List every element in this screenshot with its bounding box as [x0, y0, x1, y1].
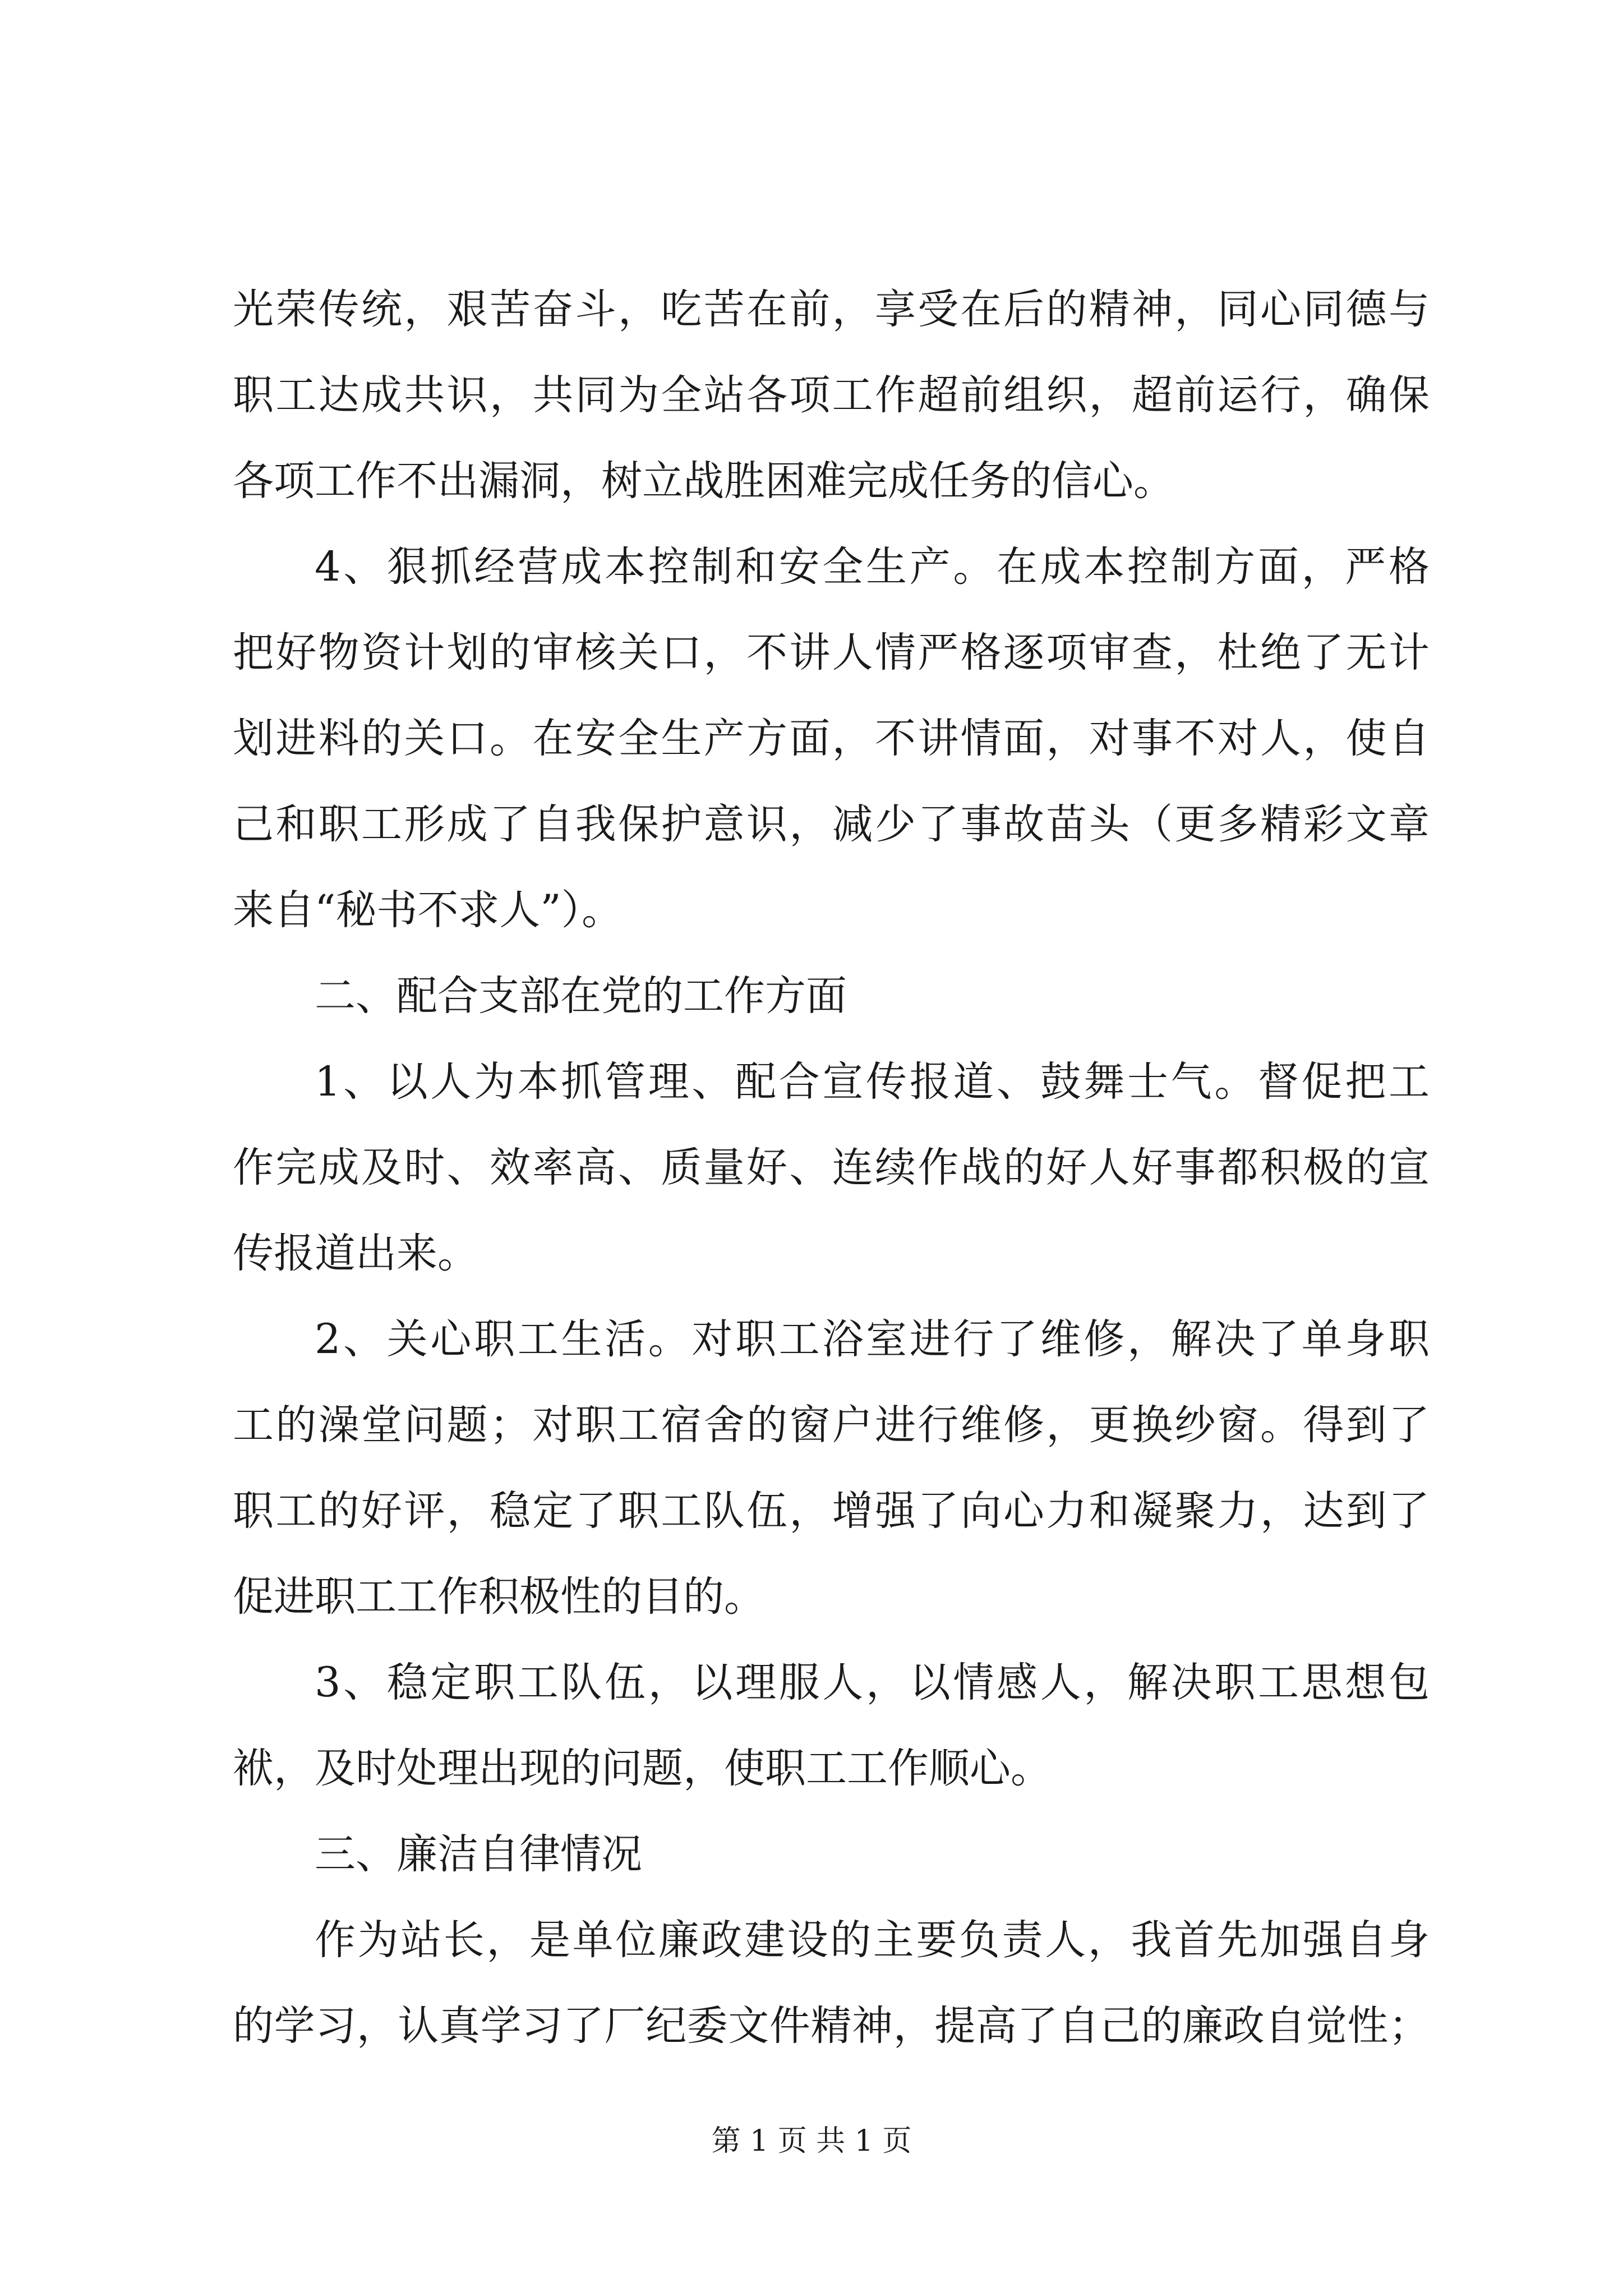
page-footer: 第 1 页 共 1 页: [711, 2124, 912, 2158]
paragraph-first-line: 2、关心职工生活。对职工浴室进行了维修，解决了单身职: [315, 1315, 1430, 1363]
text-line: 职工的好评，稳定了职工队伍，增强了向心力和凝聚力，达到了: [233, 1487, 1430, 1535]
text-line: 作完成及时、效率高、质量好、连续作战的好人好事都积极的宣: [233, 1144, 1430, 1191]
document-body: [233, 266, 1430, 2069]
paragraph-first-line: 作为站长，是单位廉政建设的主要负责人，我首先加强自身: [315, 1916, 1430, 1964]
text-line: 光荣传统，艰苦奋斗，吃苦在前，享受在后的精神，同心同德与: [233, 286, 1430, 333]
paragraph-first-line: 3、稳定职工队伍，以理服人，以情感人，解决职工思想包: [315, 1659, 1430, 1706]
text-line: 工的澡堂问题；对职工宿舍的窗户进行维修，更换纱窗。得到了: [233, 1401, 1430, 1449]
text-line: 职工达成共识，共同为全站各项工作超前组织，超前运行，确保: [233, 371, 1430, 419]
text-line: 来自“秘书不求人”）。: [233, 886, 623, 934]
text-line: 促进职工工作积极性的目的。: [233, 1573, 765, 1621]
paragraph-first-line: 1、以人为本抓管理、配合宣传报道、鼓舞士气。督促把工: [315, 1058, 1430, 1106]
text-line: 把好物资计划的审核关口，不讲人情严格逐项审查，杜绝了无计: [233, 629, 1430, 677]
text-line: 的学习，认真学习了厂纪委文件精神，提高了自己的廉政自觉性；: [233, 2002, 1430, 2050]
text-line: 袱，及时处理出现的问题，使职工工作顺心。: [233, 1745, 1052, 1792]
text-line: 划进料的关口。在安全生产方面，不讲情面，对事不对人，使自: [233, 715, 1430, 762]
section-heading: 三、廉洁自律情况: [315, 1830, 642, 1878]
section-heading: 二、配合支部在党的工作方面: [315, 972, 847, 1020]
text-line: 己和职工形成了自我保护意识，减少了事故苗头（更多精彩文章: [233, 800, 1430, 848]
paragraph-first-line: 4、狠抓经营成本控制和安全生产。在成本控制方面，严格: [315, 543, 1430, 591]
text-line: 各项工作不出漏洞，树立战胜困难完成任务的信心。: [233, 457, 1174, 505]
text-line: 传报道出来。: [233, 1230, 478, 1277]
